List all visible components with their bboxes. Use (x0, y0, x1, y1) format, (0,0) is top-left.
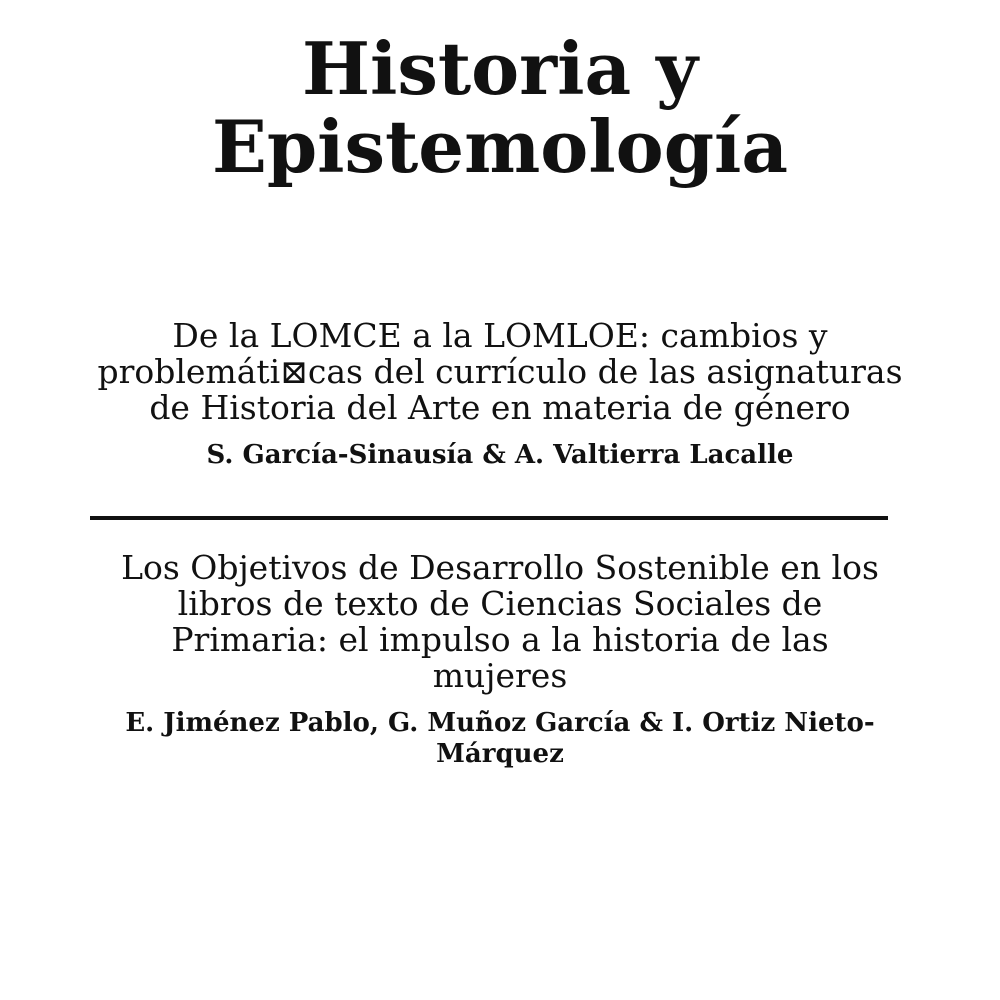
article-entry (60, 550, 940, 770)
section-title (0, 26, 1000, 189)
article-title-line: libros de texto de Ciencias Sociales de (177, 584, 823, 623)
article-authors-line: S. García-Sinausía & A. Valtierra Lacalle (206, 440, 794, 470)
article-title-line: Primaria: el impulso a la historia de las (171, 620, 829, 659)
article-title-line: de Historia del Arte en materia de género (149, 388, 851, 427)
article-authors (60, 708, 940, 770)
section-title-line: Historia y (301, 26, 699, 111)
article-title-line: De la LOMCE a la LOMLOE: cambios y (172, 316, 828, 355)
article-title-line: Los Objetivos de Desarrollo Sostenible en los (121, 548, 879, 587)
article-authors-line: Márquez (436, 739, 564, 769)
article-title (60, 318, 940, 426)
article-entry (60, 318, 940, 471)
section-title-line: Epistemología (211, 104, 789, 189)
article-title-line: problemáti⊠cas del currículo de las asignaturas (97, 352, 903, 391)
article-title-line: mujeres (432, 656, 568, 695)
article-title (60, 550, 940, 694)
article-authors-line: E. Jiménez Pablo, G. Muñoz García & I. Ortiz Nieto- (125, 708, 875, 738)
divider (90, 516, 888, 520)
article-authors (60, 440, 940, 471)
